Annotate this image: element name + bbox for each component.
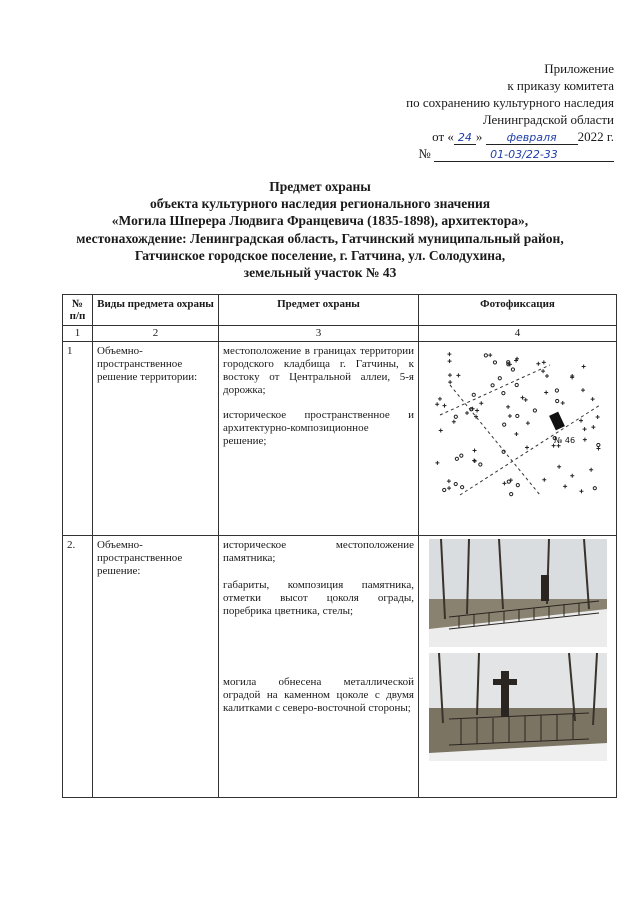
row-kind: Объемно-пространственное решение территории: bbox=[93, 342, 219, 536]
column-number-row bbox=[63, 326, 617, 342]
subject-item: местоположение в границах территории городского кладбища г. Гатчины, к востоку от Центральной аллеи, 5-я дорожка; bbox=[223, 345, 414, 396]
row-number: 2. bbox=[63, 536, 93, 798]
approval-number bbox=[314, 145, 614, 162]
map-plot-label: № 46 bbox=[553, 436, 575, 445]
approval-block bbox=[314, 60, 614, 162]
title-line-6: земельный участок № 43 bbox=[243, 265, 397, 281]
number-prefix: № bbox=[418, 146, 431, 161]
date-prefix: от « bbox=[432, 129, 454, 144]
table-row bbox=[63, 536, 617, 798]
date-year: 2022 г. bbox=[577, 129, 614, 144]
title-line-2: объекта культурного наследия регионального значения bbox=[149, 196, 491, 212]
title-line-5: Гатчинское городское поселение, г. Гатчина, ул. Солодухина, bbox=[134, 247, 506, 263]
subject-item: могила обнесена металлической оградой на каменном цоколе с двумя калитками с северо-восточной стороны; bbox=[223, 676, 414, 714]
approval-line-1: Приложение bbox=[544, 61, 614, 76]
date-mid: » bbox=[475, 129, 483, 144]
header-number: № п/п bbox=[63, 295, 93, 326]
protection-table bbox=[62, 294, 617, 798]
title-line-1: Предмет охраны bbox=[269, 179, 371, 194]
grave-photo-2 bbox=[429, 653, 607, 761]
date-month: февраля bbox=[486, 131, 578, 145]
header-subject: Предмет охраны bbox=[219, 295, 419, 326]
col-num-2: 2 bbox=[93, 326, 219, 342]
col-num-4: 4 bbox=[419, 326, 617, 342]
table-header-row bbox=[63, 295, 617, 326]
cemetery-map-image bbox=[430, 345, 606, 505]
approval-line-3: по сохранению культурного наследия bbox=[406, 95, 614, 110]
row-photo bbox=[419, 536, 617, 798]
row-subject bbox=[219, 536, 419, 798]
row-photo bbox=[419, 342, 617, 536]
approval-date bbox=[314, 128, 614, 145]
subject-item: габариты, композиция памятника, отметки высот цоколя ограды, поребрика цветника, стелы; bbox=[223, 579, 414, 617]
approval-line-2: к приказу комитета bbox=[507, 78, 614, 93]
row-subject bbox=[219, 342, 419, 536]
subject-item: историческое пространственное и архитектурно-композиционное решение; bbox=[223, 409, 414, 447]
row-number: 1 bbox=[63, 342, 93, 536]
col-num-1: 1 bbox=[63, 326, 93, 342]
approval-line-4: Ленинградской области bbox=[482, 112, 614, 127]
subject-item: историческое местоположение памятника; bbox=[223, 539, 414, 564]
grave-photo-1 bbox=[429, 539, 607, 647]
document-title bbox=[20, 178, 620, 281]
table-row bbox=[63, 342, 617, 536]
order-number: 01-03/22-33 bbox=[434, 148, 614, 162]
title-line-3: «Могила Шперера Людвига Францевича (1835-1898), архитектора», bbox=[111, 213, 529, 229]
date-day: 24 bbox=[454, 131, 476, 145]
title-line-4: местонахождение: Ленинградская область, Гатчинский муниципальный район, bbox=[76, 230, 564, 246]
row-kind: Объемно-пространственное решение: bbox=[93, 536, 219, 798]
col-num-3: 3 bbox=[219, 326, 419, 342]
header-kind: Виды предмета охраны bbox=[93, 295, 219, 326]
header-photo: Фотофиксация bbox=[419, 295, 617, 326]
